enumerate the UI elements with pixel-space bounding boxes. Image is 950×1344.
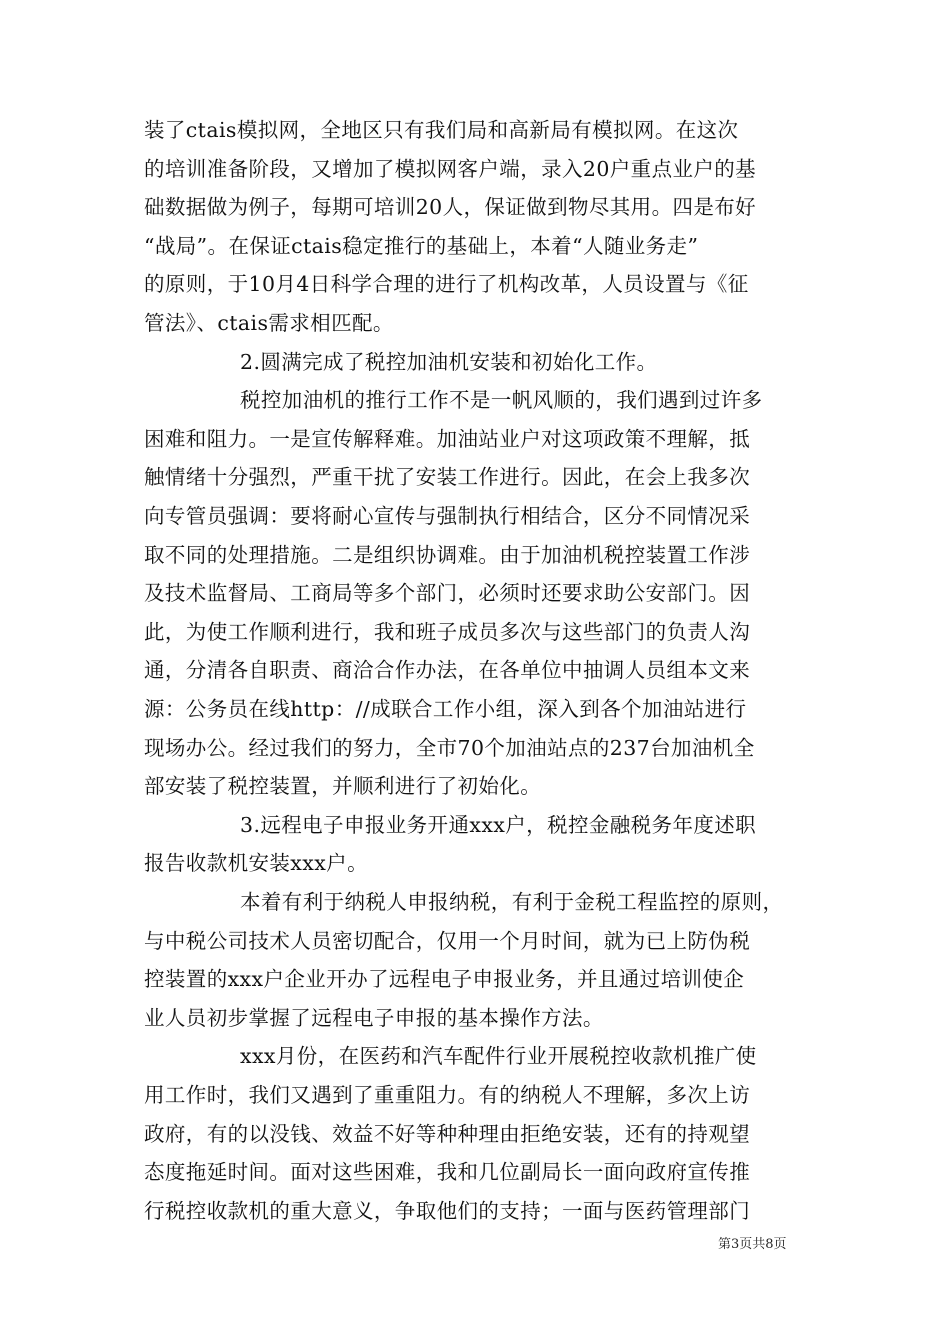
paragraph-4-line-5: 行税控收款机的重大意义，争取他们的支持；一面与医药管理部门 (144, 1198, 751, 1223)
paragraph-1-line-1: 装了ctais模拟网，全地区只有我们局和高新局有模拟网。在这次 (144, 118, 739, 142)
paragraph-3-line-2: 与中税公司技术人员密切配合，仅用一个月时间，就为已上防伪税 (144, 928, 751, 953)
paragraph-4-line-2: 用工作时，我们又遇到了重重阻力。有的纳税人不理解，多次上访 (144, 1083, 751, 1107)
section-heading-3-line-2: 报告收款机安装xxx户。 (144, 851, 368, 876)
paragraph-1-line-3: 础数据做为例子，每期可培训20人，保证做到物尽其用。四是布好 (144, 195, 757, 220)
paragraph-2-line-3: 触情绪十分强烈，严重干扰了安装工作进行。因此，在会上我多次 (144, 465, 751, 490)
paragraph-4-line-3: 政府，有的以没钱、效益不好等种种理由拒绝安装，还有的持观望 (144, 1121, 751, 1146)
paragraph-2-line-1: 税控加油机的推行工作不是一帆风顺的，我们遇到过许多 (240, 388, 763, 413)
paragraph-3-line-1: 本着有利于纳税人申报纳税，有利于金税工程监控的原则， (240, 890, 784, 914)
section-heading-3-line-1: 3.远程电子申报业务开通xxx户，税控金融税务年度述职 (240, 812, 757, 837)
paragraph-2-line-6: 及技术监督局、工商局等多个部门，必须时还要求助公安部门。因 (144, 581, 751, 606)
paragraph-1-line-4: “战局”。在保证ctais稳定推行的基础上，本着“人随业务走” (144, 233, 699, 258)
paragraph-2-line-2: 困难和阻力。一是宣传解释难。加油站业户对这项政策不理解，抵 (144, 426, 751, 451)
page-number-footer: 第3页共8页 (718, 1237, 787, 1252)
paragraph-1-line-2: 的培训准备阶段，又增加了模拟网客户端，录入20户重点业户的基 (144, 156, 757, 181)
paragraph-2-line-8: 通，分清各自职责、商洽合作办法，在各单位中抽调人员组本文来 (144, 658, 751, 683)
paragraph-2-line-5: 取不同的处理措施。二是组织协调难。由于加油机税控装置工作涉 (144, 542, 751, 567)
paragraph-2-line-9: 源：公务员在线http：//成联合工作小组，深入到各个加油站进行 (144, 697, 747, 721)
paragraph-1-line-5: 的原则，于10月4日科学合理的进行了机构改革，人员设置与《征 (144, 272, 749, 297)
section-heading-2: 2.圆满完成了税控加油机安装和初始化工作。 (240, 349, 658, 374)
paragraph-4-line-4: 态度拖延时间。面对这些困难，我和几位副局长一面向政府宣传推 (144, 1160, 751, 1185)
paragraph-2-line-10: 现场办公。经过我们的努力，全市70个加油站点的237台加油机全 (144, 735, 755, 760)
paragraph-4-line-1: xxx月份，在医药和汽车配件行业开展税控收款机推广使 (240, 1044, 757, 1069)
paragraph-2-line-7: 此，为使工作顺利进行，我和班子成员多次与这些部门的负责人沟 (144, 619, 751, 644)
paragraph-3-line-4: 业人员初步掌握了远程电子申报的基本操作方法。 (144, 1005, 604, 1030)
paragraph-3-line-3: 控装置的xxx户企业开办了远程电子申报业务，并且通过培训使企 (144, 967, 745, 992)
paragraph-2-line-11: 部安装了税控装置，并顺利进行了初始化。 (144, 774, 542, 799)
paragraph-2-line-4: 向专管员强调：要将耐心宣传与强制执行相结合，区分不同情况采 (144, 504, 751, 528)
paragraph-1-line-6: 管法》、ctais需求相匹配。 (144, 311, 394, 335)
